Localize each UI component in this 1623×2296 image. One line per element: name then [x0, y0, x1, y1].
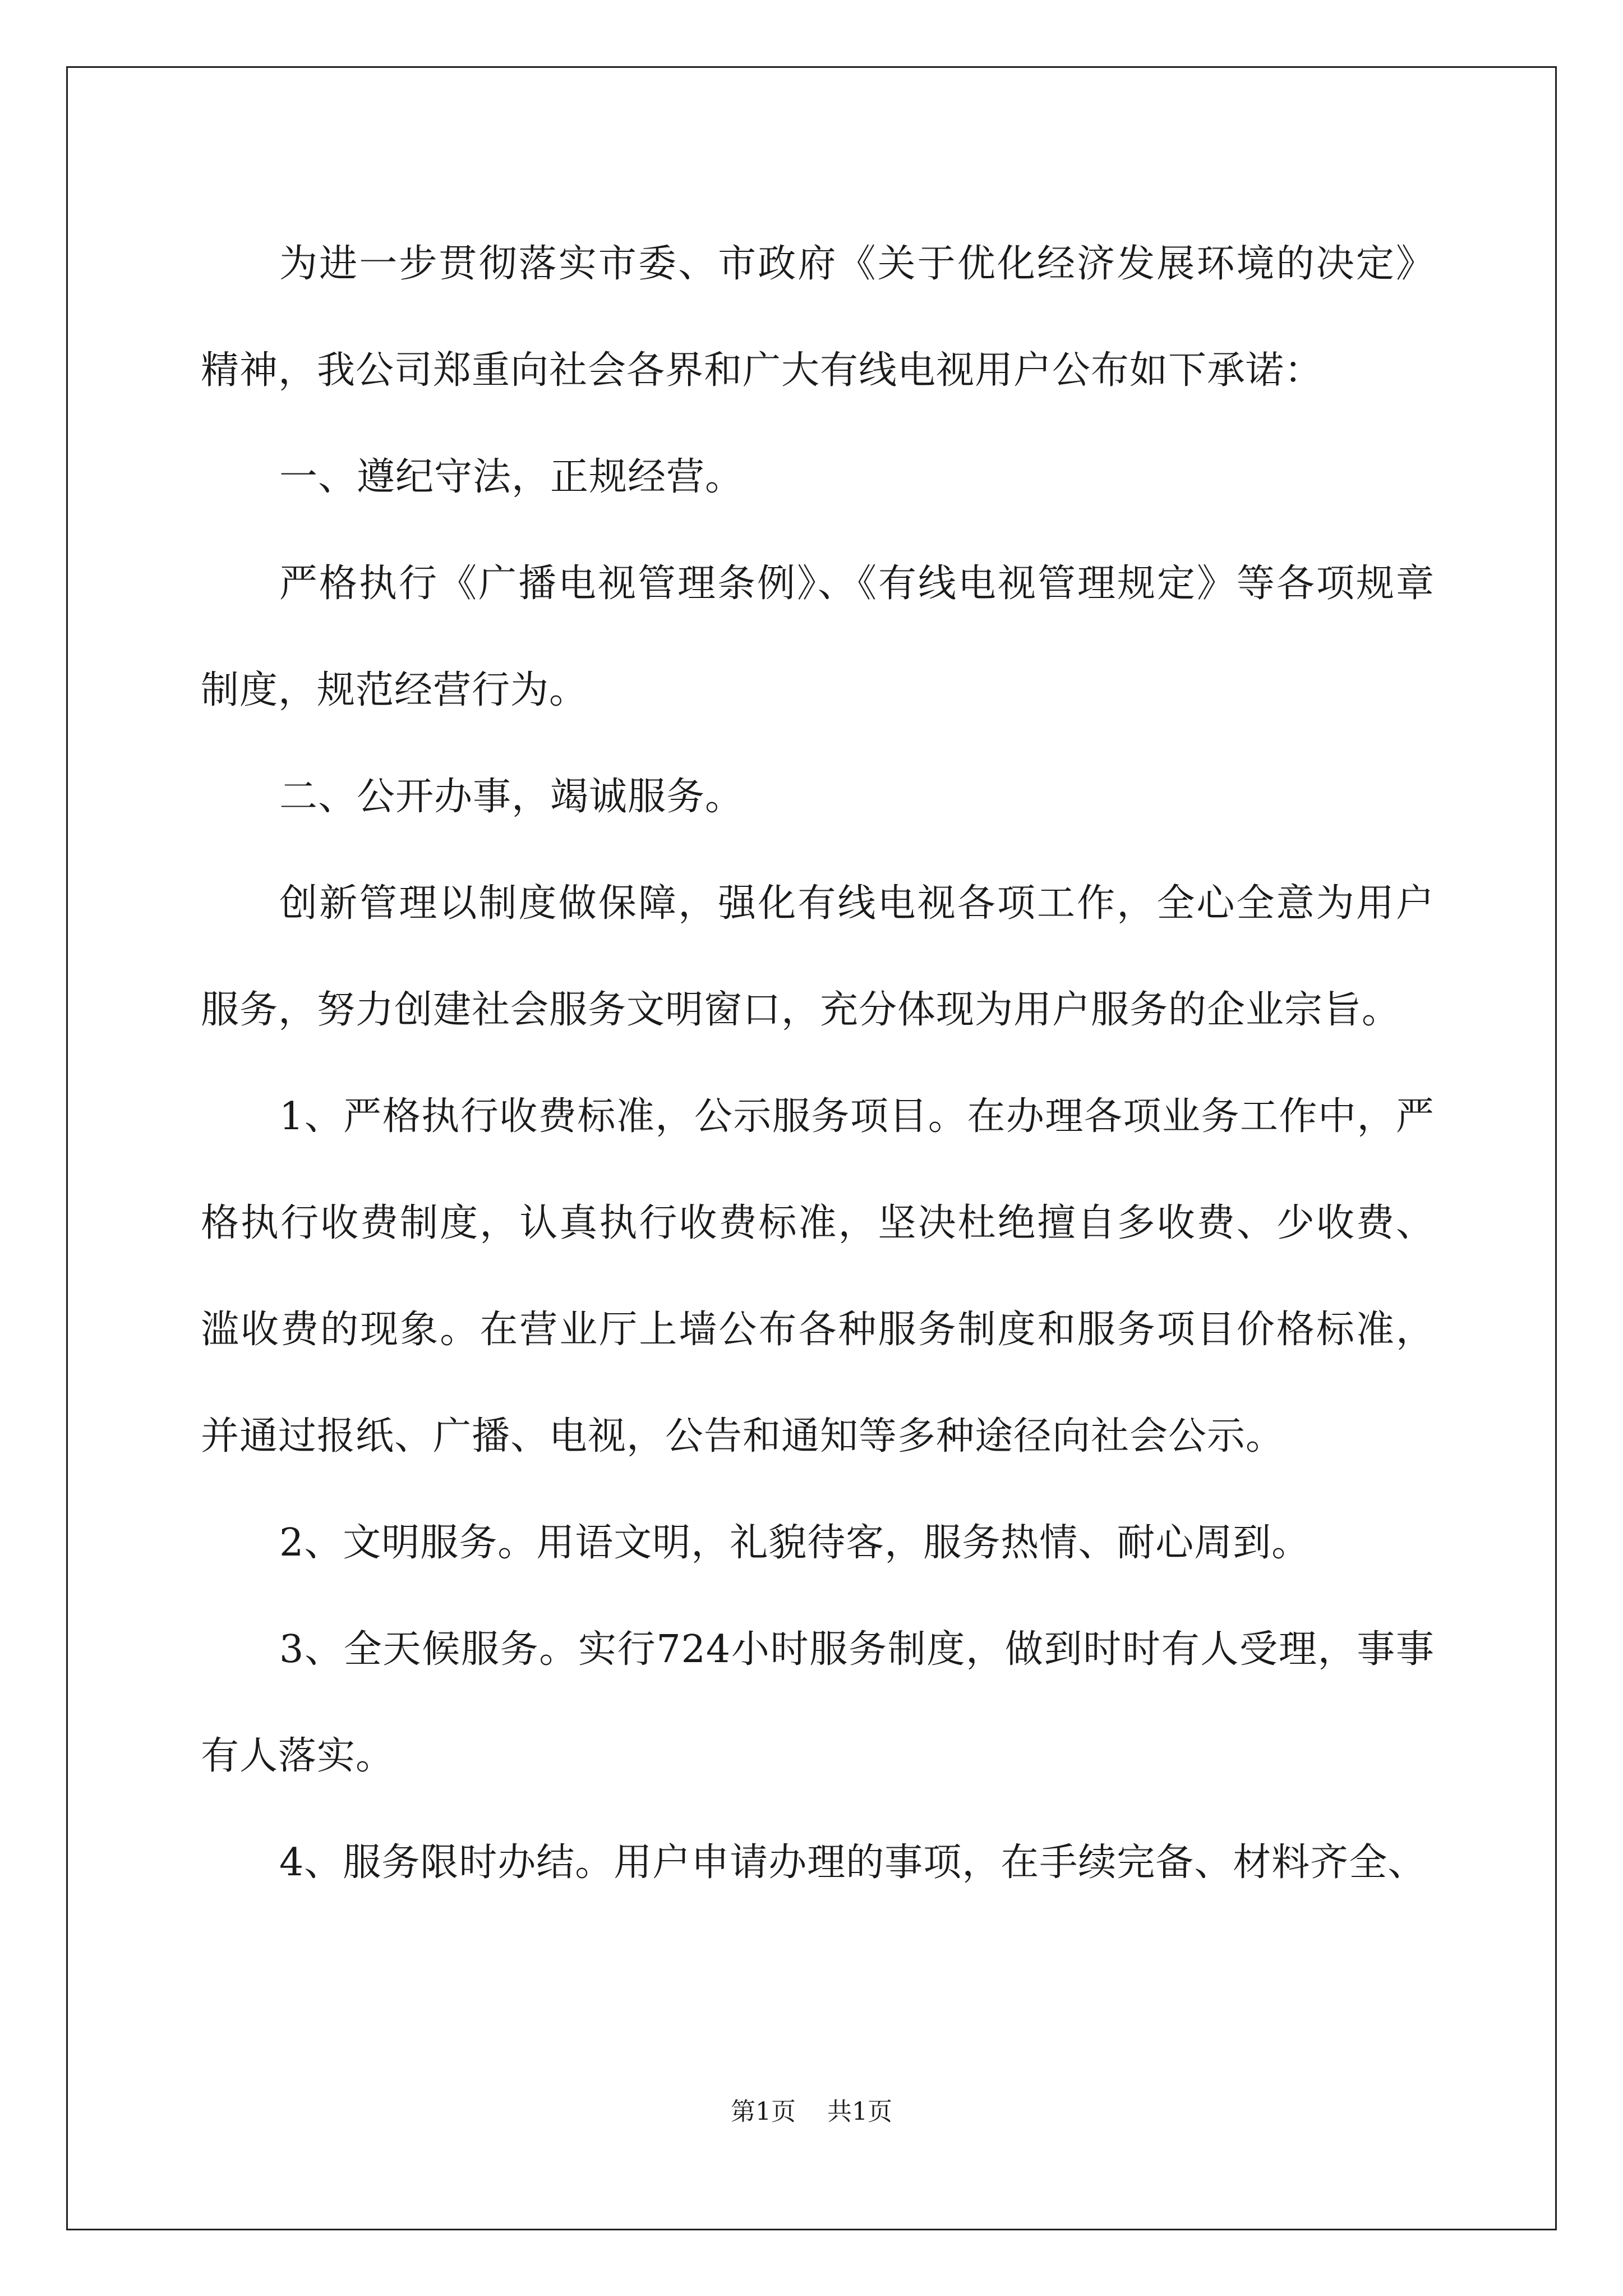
page-total: 共1页	[827, 2097, 892, 2126]
paragraph-intro: 为进一步贯彻落实市委、市政府《关于优化经济发展环境的决定》精神，我公司郑重向社会各界和广大有线电视用户公布如下承诺：	[201, 242, 1435, 393]
page-footer	[0, 2091, 1623, 2127]
list-item-2: 2、文明服务。用语文明，礼貌待客，服务热情、耐心周到。	[279, 1521, 1311, 1565]
page-number: 第1页	[731, 2097, 796, 2126]
list-item-1: 1、严格执行收费标准，公示服务项目。在办理各项业务工作中，严格执行收费制度，认真执行收费标准，坚决杜绝擅自多收费、少收费、滥收费的现象。在营业厅上墙公布各种服务制度和服务项目价格标准，并通过报纸、广播、电视，公告和通知等多种途径向社会公示。	[201, 1094, 1435, 1458]
paragraph-service-purpose: 创新管理以制度做保障，强化有线电视各项工作，全心全意为用户服务，努力创建社会服务文明窗口，充分体现为用户服务的企业宗旨。	[201, 881, 1435, 1032]
list-item-3: 3、全天候服务。实行724小时服务制度，做到时时有人受理，事事有人落实。	[201, 1627, 1435, 1778]
paragraph-regulations: 严格执行《广播电视管理条例》、《有线电视管理规定》等各项规章制度，规范经营行为。	[201, 562, 1435, 712]
document-body	[201, 211, 1435, 1916]
list-item-4: 4、服务限时办结。用户申请办理的事项，在手续完备、材料齐全、	[279, 1841, 1427, 1885]
section-heading-1: 一、遵纪守法，正规经营。	[279, 455, 744, 499]
section-heading-2: 二、公开办事，竭诚服务。	[279, 775, 744, 819]
